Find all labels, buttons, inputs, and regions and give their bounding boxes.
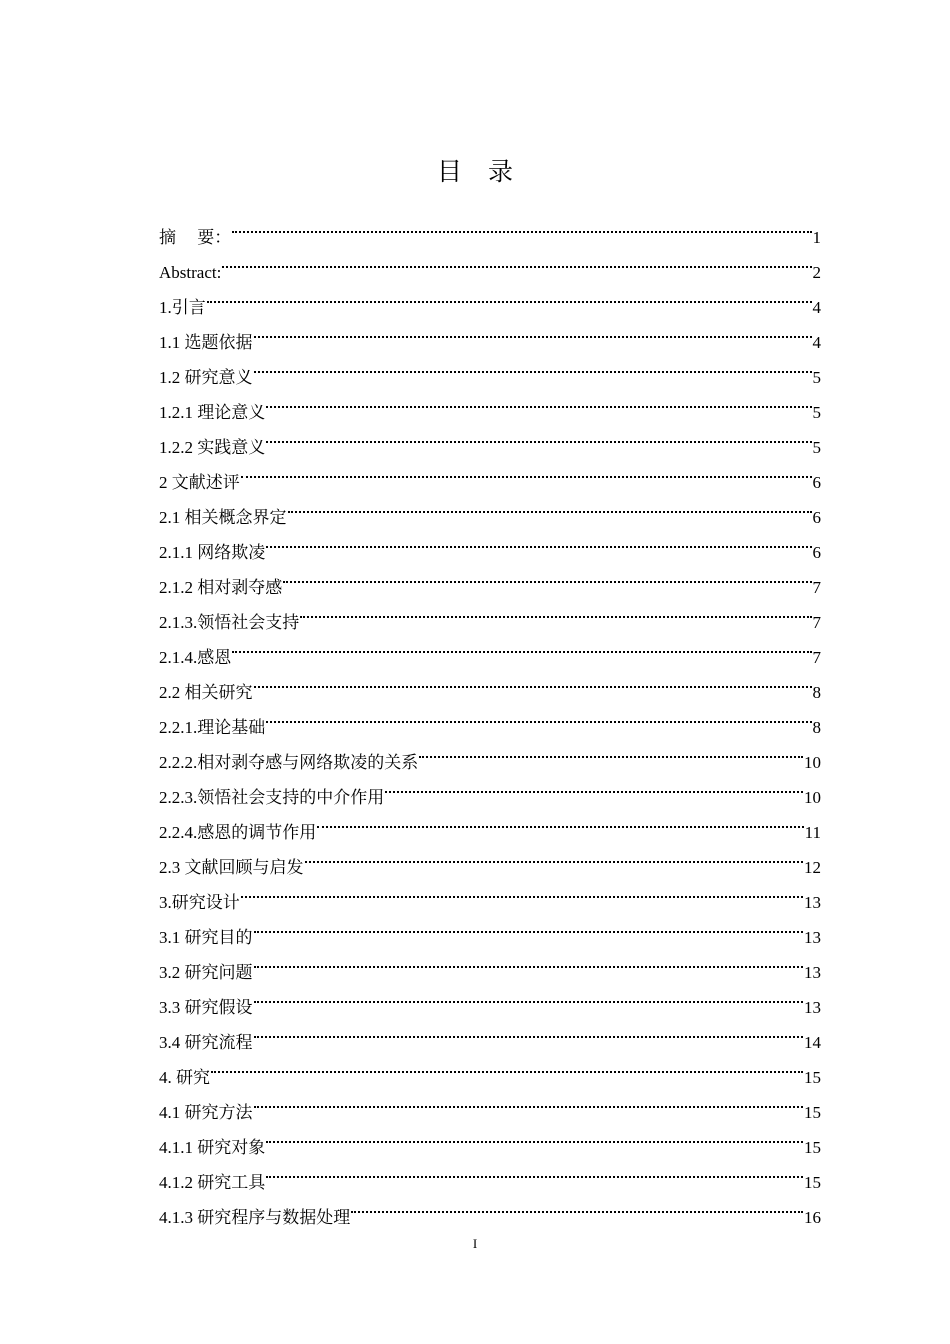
toc-entry[interactable]	[159, 628, 821, 667]
toc-entry-label[interactable]: 2.2.4.感恩的调节作用	[159, 823, 317, 842]
toc-entry[interactable]	[159, 348, 821, 387]
toc-dot-leader	[266, 1118, 803, 1153]
toc-dot-leader	[254, 1013, 804, 1048]
toc-entry-page-number[interactable]: 1	[812, 228, 821, 247]
toc-entry-label[interactable]: 4.1.2 研究工具	[159, 1173, 266, 1192]
toc-entry-page-number[interactable]: 6	[812, 473, 821, 492]
toc-dot-leader	[283, 558, 811, 593]
toc-entry-label[interactable]: 2.3 文献回顾与启发	[159, 858, 304, 877]
toc-dot-leader	[288, 488, 812, 523]
toc-entry-page-number[interactable]: 2	[812, 263, 821, 282]
toc-entry[interactable]	[159, 383, 821, 422]
toc-entry-label[interactable]: 2.2.3.领悟社会支持的中介作用	[159, 788, 385, 807]
toc-entry-page-number[interactable]: 5	[812, 438, 821, 457]
toc-dot-leader	[351, 1188, 803, 1223]
toc-entry-page-number[interactable]: 7	[812, 648, 821, 667]
toc-entry-label[interactable]: 2.1.2 相对剥夺感	[159, 578, 283, 597]
page-number-footer: I	[472, 1236, 478, 1251]
toc-entry[interactable]	[159, 943, 821, 982]
toc-dot-leader	[232, 208, 811, 243]
toc-entry[interactable]	[159, 488, 821, 527]
toc-entry-label[interactable]: 2.2.2.相对剥夺感与网络欺凌的关系	[159, 753, 419, 772]
toc-entry[interactable]	[159, 278, 821, 317]
toc-entry-label[interactable]: 1.2.1 理论意义	[159, 403, 266, 422]
toc-list	[159, 208, 821, 1227]
toc-entry-page-number[interactable]: 14	[804, 1033, 821, 1052]
toc-entry-label[interactable]: 2 文献述评	[159, 473, 240, 492]
toc-entry-label[interactable]: 2.2 相关研究	[159, 683, 253, 702]
toc-dot-leader	[254, 908, 804, 943]
toc-dot-leader	[266, 383, 811, 418]
toc-dot-leader	[419, 733, 803, 768]
toc-entry-page-number[interactable]: 8	[812, 683, 821, 702]
toc-entry-page-number[interactable]: 15	[804, 1068, 821, 1087]
toc-entry-label[interactable]: 2.1.4.感恩	[159, 648, 232, 667]
toc-dot-leader	[266, 418, 811, 453]
toc-entry-label[interactable]: 2.2.1.理论基础	[159, 718, 266, 737]
toc-entry-label[interactable]: 3.研究设计	[159, 893, 240, 912]
toc-entry-page-number[interactable]: 10	[804, 788, 821, 807]
toc-entry-label[interactable]: 1.2 研究意义	[159, 368, 253, 387]
toc-entry-page-number[interactable]: 13	[804, 998, 821, 1017]
toc-entry-label[interactable]: 1.引言	[159, 298, 206, 317]
toc-entry[interactable]	[159, 908, 821, 947]
toc-entry-label[interactable]: 4.1.3 研究程序与数据处理	[159, 1208, 351, 1227]
toc-entry[interactable]	[159, 453, 821, 492]
toc-dot-leader	[305, 838, 804, 873]
toc-dot-leader	[254, 978, 804, 1013]
toc-entry-page-number[interactable]: 5	[812, 403, 821, 422]
toc-entry[interactable]	[159, 208, 821, 247]
toc-dot-leader	[317, 803, 803, 838]
toc-entry-page-number[interactable]: 13	[804, 963, 821, 982]
toc-entry-page-number[interactable]: 10	[804, 753, 821, 772]
toc-entry-label[interactable]: 2.1.1 网络欺凌	[159, 543, 266, 562]
toc-dot-leader	[254, 663, 812, 698]
toc-dot-leader	[211, 1048, 803, 1083]
toc-entry[interactable]	[159, 1083, 821, 1122]
toc-dot-leader	[300, 593, 811, 628]
toc-entry[interactable]	[159, 313, 821, 352]
toc-entry-label[interactable]: 摘 要：	[159, 228, 232, 247]
toc-entry-page-number[interactable]: 13	[804, 928, 821, 947]
toc-entry-page-number[interactable]: 7	[812, 578, 821, 597]
toc-entry-page-number[interactable]: 13	[804, 893, 821, 912]
toc-entry-page-number[interactable]: 12	[804, 858, 821, 877]
toc-entry-label[interactable]: 4. 研究	[159, 1068, 210, 1087]
toc-dot-leader	[254, 943, 804, 978]
toc-entry-label[interactable]: 1.2.2 实践意义	[159, 438, 266, 457]
toc-dot-leader	[254, 313, 812, 348]
toc-dot-leader	[266, 698, 811, 733]
toc-entry-page-number[interactable]: 7	[812, 613, 821, 632]
toc-entry-page-number[interactable]: 4	[812, 298, 821, 317]
toc-entry[interactable]	[159, 663, 821, 702]
toc-dot-leader	[222, 243, 811, 278]
toc-entry-label[interactable]: 1.1 选题依据	[159, 333, 253, 352]
toc-entry-label[interactable]: Abstract:	[159, 263, 222, 282]
toc-dot-leader	[266, 1153, 803, 1188]
toc-entry-page-number[interactable]: 8	[812, 718, 821, 737]
toc-entry-label[interactable]: 3.4 研究流程	[159, 1033, 253, 1052]
toc-entry-label[interactable]: 3.1 研究目的	[159, 928, 253, 947]
toc-title	[0, 152, 950, 188]
toc-entry-label[interactable]: 4.1.1 研究对象	[159, 1138, 266, 1157]
toc-entry-label[interactable]: 3.3 研究假设	[159, 998, 253, 1017]
toc-entry[interactable]	[159, 1118, 821, 1157]
toc-entry-label[interactable]: 4.1 研究方法	[159, 1103, 253, 1122]
toc-entry-page-number[interactable]: 15	[804, 1103, 821, 1122]
toc-dot-leader	[254, 1083, 804, 1118]
toc-title-part1: 目	[436, 157, 462, 186]
toc-entry-page-number[interactable]: 6	[812, 543, 821, 562]
toc-entry-label[interactable]: 3.2 研究问题	[159, 963, 253, 982]
toc-entry[interactable]	[159, 873, 821, 912]
toc-dot-leader	[207, 278, 812, 313]
toc-entry-label[interactable]: 2.1 相关概念界定	[159, 508, 287, 527]
toc-title-part2: 录	[488, 157, 514, 186]
toc-entry[interactable]	[159, 978, 821, 1017]
toc-entry-page-number[interactable]: 15	[804, 1173, 821, 1192]
toc-dot-leader	[241, 453, 812, 488]
toc-dot-leader	[266, 523, 811, 558]
toc-entry[interactable]	[159, 698, 821, 737]
toc-dot-leader	[385, 768, 803, 803]
toc-entry-page-number[interactable]: 11	[804, 823, 821, 842]
toc-entry-label[interactable]: 2.1.3.领悟社会支持	[159, 613, 300, 632]
toc-entry[interactable]	[159, 1048, 821, 1087]
toc-entry-page-number[interactable]: 5	[812, 368, 821, 387]
toc-entry-page-number[interactable]: 6	[812, 508, 821, 527]
toc-entry-page-number[interactable]: 15	[804, 1138, 821, 1157]
toc-dot-leader	[241, 873, 803, 908]
toc-entry-page-number[interactable]: 16	[804, 1208, 821, 1227]
toc-entry[interactable]	[159, 243, 821, 282]
toc-dot-leader	[254, 348, 812, 383]
toc-entry[interactable]	[159, 1013, 821, 1052]
toc-entry-page-number[interactable]: 4	[812, 333, 821, 352]
toc-dot-leader	[232, 628, 811, 663]
